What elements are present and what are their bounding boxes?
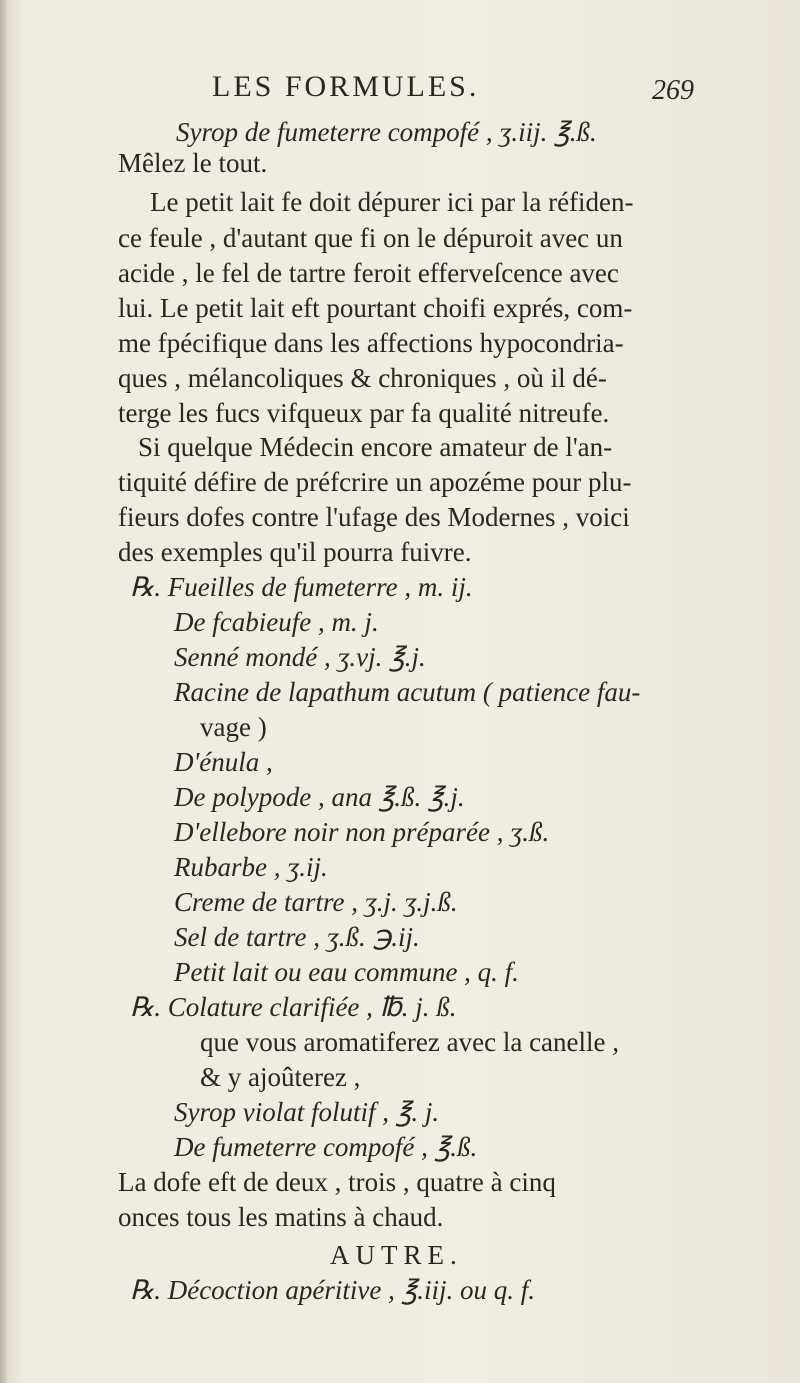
recipe-line: De fcabieufe , m. j.	[174, 607, 379, 637]
recipe-line: que vous aromatiferez avec la canelle ,	[200, 1027, 620, 1057]
recipe-line: Rubarbe , ʒ.ij.	[174, 852, 328, 882]
text-line: ques , mélancoliques & chroniques , où il dé-	[118, 363, 607, 393]
recipe-line: De polypode , ana ℥.ß. ℥.j.	[174, 782, 465, 812]
recipe-line: D'ellebore noir non préparée , ʒ.ß.	[174, 817, 550, 847]
text-line: Syrop de fumeterre compofé , ʒ.iij. ℥.ß.	[176, 117, 597, 147]
text-line: fieurs dofes contre l'ufage des Modernes , voici	[118, 502, 630, 532]
recipe-line: ℞. Colature clarifiée , ℔. j. ß.	[130, 992, 457, 1022]
recipe-line: Racine de lapathum acutum ( patience fau-	[174, 677, 641, 707]
running-head-title: LES FORMULES.	[212, 70, 480, 103]
text-line: tiquité défire de préfcrire un apozéme pour plu-	[118, 467, 632, 497]
text-line: des exemples qu'il pourra fuivre.	[118, 537, 472, 567]
recipe-line: & y ajoûterez ,	[200, 1062, 361, 1092]
recipe-line: D'énula ,	[174, 747, 273, 777]
recipe-line: De fumeterre compofé , ℥.ß.	[174, 1132, 478, 1162]
recipe-line: Syrop violat folutif , ℥. j.	[174, 1097, 440, 1127]
recipe-line: Petit lait ou eau commune , q. f.	[174, 957, 519, 987]
recipe-line: Sel de tartre , ʒ.ß. ℈.ij.	[174, 922, 420, 952]
text-line: acide , le fel de tartre feroit efferveſcence avec	[118, 258, 619, 288]
text-line: Le petit lait fe doit dépurer ici par la réfiden-	[150, 187, 634, 217]
recipe-line: vage )	[200, 712, 267, 742]
recipe-line: Senné mondé , ʒ.vj. ℥.j.	[174, 642, 426, 672]
recipe-line: ℞. Fueilles de fumeterre , m. ij.	[130, 572, 473, 602]
text-line: Si quelque Médecin encore amateur de l'an-	[138, 432, 613, 462]
recipe-line: Creme de tartre , ʒ.j. ʒ.j.ß.	[174, 887, 458, 917]
recipe-line: ℞. Décoction apéritive , ℥.iij. ou q. f.	[130, 1275, 535, 1305]
section-heading: AUTRE.	[330, 1240, 463, 1270]
text-line: me fpécifique dans les affections hypocondria-	[118, 328, 624, 358]
text-line: onces tous les matins à chaud.	[118, 1202, 444, 1232]
text-line: lui. Le petit lait eft pourtant choifi exprés, com-	[118, 293, 633, 323]
text-line: La dofe eft de deux , trois , quatre à cinq	[118, 1167, 556, 1197]
text-line: ce feule , d'autant que fi on le dépuroit avec un	[118, 223, 623, 253]
page-number: 269	[652, 75, 694, 106]
page-binding-shadow	[0, 0, 8, 1383]
text-line: Mêlez le tout.	[118, 148, 268, 178]
text-line: terge les fucs vifqueux par fa qualité nitreufe.	[118, 398, 610, 428]
